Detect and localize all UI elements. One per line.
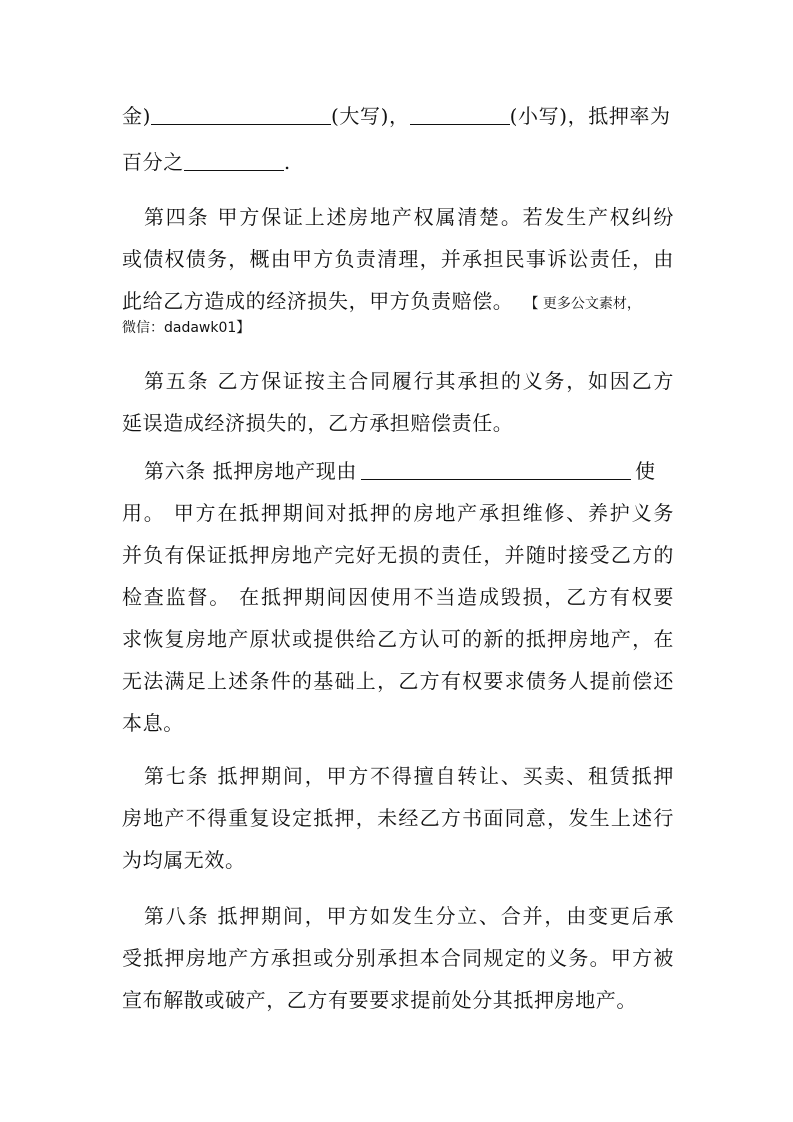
article-8-line-2: 受抵押房地产方承担或分别承担本合同规定的义务。甲方被 — [122, 946, 674, 970]
user-blank[interactable] — [361, 459, 631, 480]
rate-blank[interactable] — [184, 150, 284, 171]
article-7-line-3: 为均属无效。 — [122, 848, 246, 872]
amount-prefix: 金) — [122, 104, 152, 128]
article-8-line-3: 宣布解散或破产，乙方有要要求提前处分其抵押房地产。 — [122, 988, 637, 1012]
amount-lowercase-blank[interactable] — [410, 104, 510, 125]
article-8-line-1: 第八条 抵押期间，甲方如发生分立、合并，由变更后承 — [144, 904, 674, 928]
article-7-line-2: 房地产不得重复设定抵押，未经乙方书面同意，发生上述行 — [122, 806, 674, 830]
article-4-line-3-text: 此给乙方造成的经济损失，甲方负责赔偿。 — [122, 289, 514, 313]
amount-uppercase-label: (大写)， — [331, 104, 410, 128]
rate-line — [122, 148, 291, 176]
amount-line — [122, 102, 671, 130]
article-6-line-4: 检查监督。 在抵押期间因使用不当造成毁损，乙方有权要 — [122, 585, 674, 609]
article-7-line-1: 第七条 抵押期间，甲方不得擅自转让、买卖、租赁抵押 — [144, 764, 674, 788]
rate-suffix: . — [283, 150, 291, 174]
article-5-line-1: 第五条 乙方保证按主合同履行其承担的义务，如因乙方 — [144, 369, 674, 393]
promo-note: 【 更多公文素材， — [531, 296, 641, 312]
article-4-line-2: 或债权债务，概由甲方负责清理，并承担民事诉讼责任，由 — [122, 247, 674, 271]
article-6-line-1 — [144, 457, 656, 485]
amount-lowercase-label: (小写)，抵押率为 — [509, 104, 671, 128]
article-4-line-1: 第四条 甲方保证上述房地产权属清楚。若发生产权纠纷 — [144, 205, 674, 229]
article-5-line-2: 延误造成经济损失的，乙方承担赔偿责任。 — [122, 411, 514, 435]
article-6-line-6: 无法满足上述条件的基础上，乙方有权要求债务人提前偿还 — [122, 669, 674, 693]
rate-prefix: 百分之 — [122, 150, 184, 174]
article-6-line-7: 本息。 — [122, 711, 184, 735]
article-6-line-3: 并负有保证抵押房地产完好无损的责任，并随时接受乙方的 — [122, 543, 674, 567]
article-6-line-5: 求恢复房地产原状或提供给乙方认可的新的抵押房地产，在 — [122, 627, 674, 651]
article-4-line-3 — [122, 287, 641, 315]
amount-uppercase-blank[interactable] — [151, 104, 331, 125]
article-6-line-1-text: 第六条 抵押房地产现由 — [144, 459, 357, 483]
article-6-line-2: 用。 甲方在抵押期间对抵押的房地产承担维修、养护义务 — [122, 501, 674, 525]
promo-note-wechat: 微信：dadawk01】 — [122, 320, 251, 336]
article-6-line-1-end: 使 — [634, 459, 656, 483]
